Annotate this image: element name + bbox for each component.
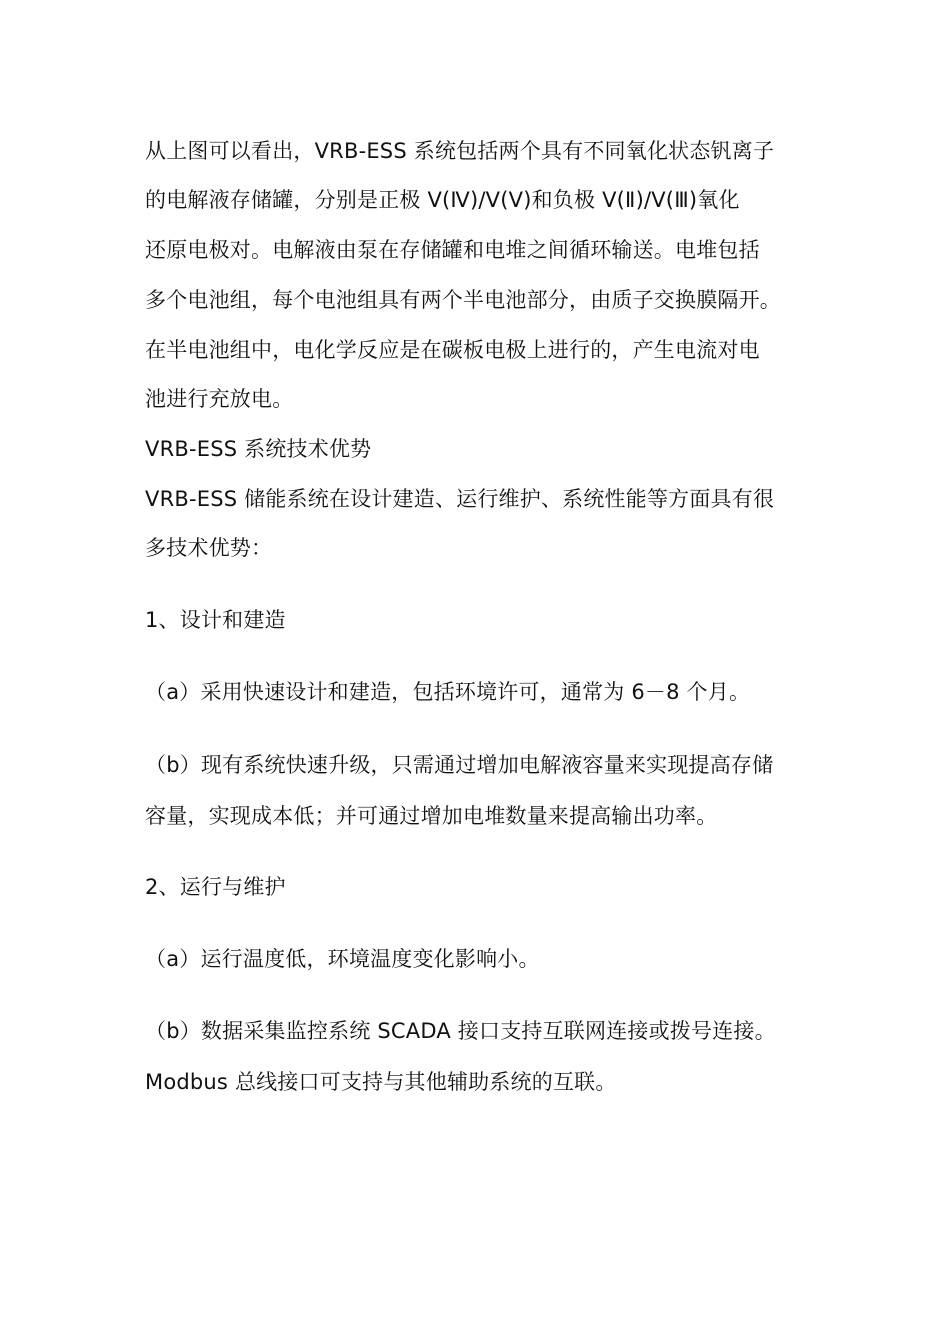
- section2-title: 2、运行与维护: [145, 875, 286, 899]
- section1-title: 1、设计和建造: [145, 608, 286, 632]
- intro-line-6: 池进行充放电。: [145, 387, 294, 411]
- intro-line-1: 从上图可以看出，VRB-ESS 系统包括两个具有不同氧化状态钒离子: [145, 139, 775, 163]
- intro-line-3: 还原电极对。电解液由泵在存储罐和电堆之间循环输送。电堆包括: [145, 238, 760, 262]
- intro-line-5: 在半电池组中，电化学反应是在碳板电极上进行的，产生电流对电: [145, 338, 760, 362]
- section2-item-b-line-2: Modbus 总线接口可支持与其他辅助系统的互联。: [145, 1070, 617, 1094]
- intro-line-4: 多个电池组，每个电池组具有两个半电池部分，由质子交换膜隔开。: [145, 288, 781, 312]
- section2-item-a: （a）运行温度低，环境温度变化影响小。: [145, 947, 540, 971]
- section1-item-b-line-2: 容量，实现成本低；并可通过增加电堆数量来提高输出功率。: [145, 804, 718, 828]
- summary-line-2: 多技术优势：: [145, 536, 273, 560]
- intro-line-2: 的电解液存储罐，分别是正极 V(Ⅳ)/V(Ⅴ)和负极 V(Ⅱ)/V(Ⅲ)氧化: [145, 188, 740, 212]
- section-heading: VRB-ESS 系统技术优势: [145, 437, 372, 461]
- section1-item-a: （a）采用快速设计和建造，包括环境许可，通常为 6－8 个月。: [145, 680, 751, 704]
- section2-item-b-line-1: （b）数据采集监控系统 SCADA 接口支持互联网连接或拨号连接。: [145, 1019, 776, 1043]
- section1-item-b-line-1: （b）现有系统快速升级，只需通过增加电解液容量来实现提高存储: [145, 753, 774, 777]
- summary-line-1: VRB-ESS 储能系统在设计建造、运行维护、系统性能等方面具有很: [145, 487, 775, 511]
